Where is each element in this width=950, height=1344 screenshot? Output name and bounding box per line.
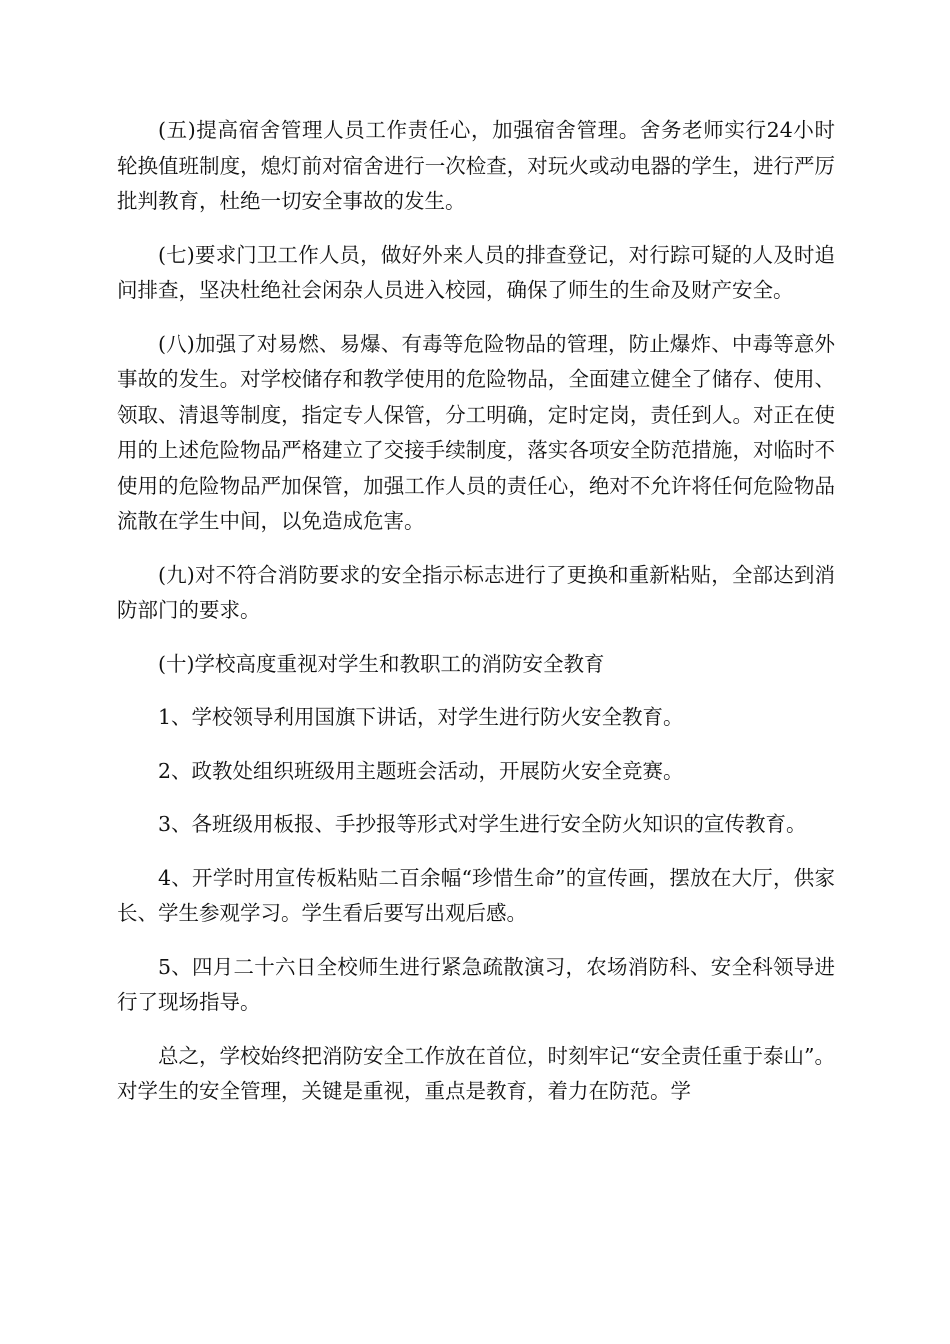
paragraph-dormitory-management: (五)提高宿舍管理人员工作责任心，加强宿舍管理。舍务老师实行24小时轮换值班制度，熄灯前对宿舍进行一次检查，对玩火或动电器的学生，进行严厉批判教育，杜绝一切安全事故的发生。 xyxy=(117,118,835,213)
list-item-1: 1、学校领导利用国旗下讲话，对学生进行防火安全教育。 xyxy=(158,705,684,729)
list-item-4: 4、开学时用宣传板粘贴二百余幅“珍惜生命”的宣传画，摆放在大厅，供家长、学生参观学习。学生看后要写出观后感。 xyxy=(117,865,835,925)
paragraph-fire-safety-education: (十)学校高度重视对学生和教职工的消防安全教育 xyxy=(158,651,605,676)
paragraph-safety-signs: (九)对不符合消防要求的安全指示标志进行了更换和重新粘贴，全部达到消防部门的要求。 xyxy=(117,562,835,622)
document-body xyxy=(117,113,835,1110)
list-item-2: 2、政教处组织班级用主题班会活动，开展防火安全竞赛。 xyxy=(158,758,684,783)
paragraph-gate-guard: (七)要求门卫工作人员，做好外来人员的排查登记，对行踪可疑的人及时追问排查，坚决杜绝社会闲杂人员进入校园，确保了师生的生命及财产安全。 xyxy=(117,242,835,302)
list-item-3: 3、各班级用板报、手抄报等形式对学生进行安全防火知识的宣传教育。 xyxy=(158,812,807,836)
list-item-5: 5、四月二十六日全校师生进行紧急疏散演习，农场消防科、安全科领导进行了现场指导。 xyxy=(117,954,835,1014)
paragraph-summary: 总之，学校始终把消防安全工作放在首位，时刻牢记“安全责任重于泰山”。对学生的安全管理，关键是重视，重点是教育，着力在防范。学 xyxy=(117,1043,835,1103)
paragraph-hazardous-materials: (八)加强了对易燃、易爆、有毒等危险物品的管理，防止爆炸、中毒等意外事故的发生。对学校储存和教学使用的危险物品，全面建立健全了储存、使用、领取、清退等制度，指定专人保管，分工明确，定时定岗，责任到人。对正在使用的上述危险物品严格建立了交接手续制度，落实各项安全防范措施，对临时不使用的危险物品严加保管，加强工作人员的责任心，绝对不允许将任何危险物品流散在学生中间，以免造成危害。 xyxy=(117,331,835,533)
